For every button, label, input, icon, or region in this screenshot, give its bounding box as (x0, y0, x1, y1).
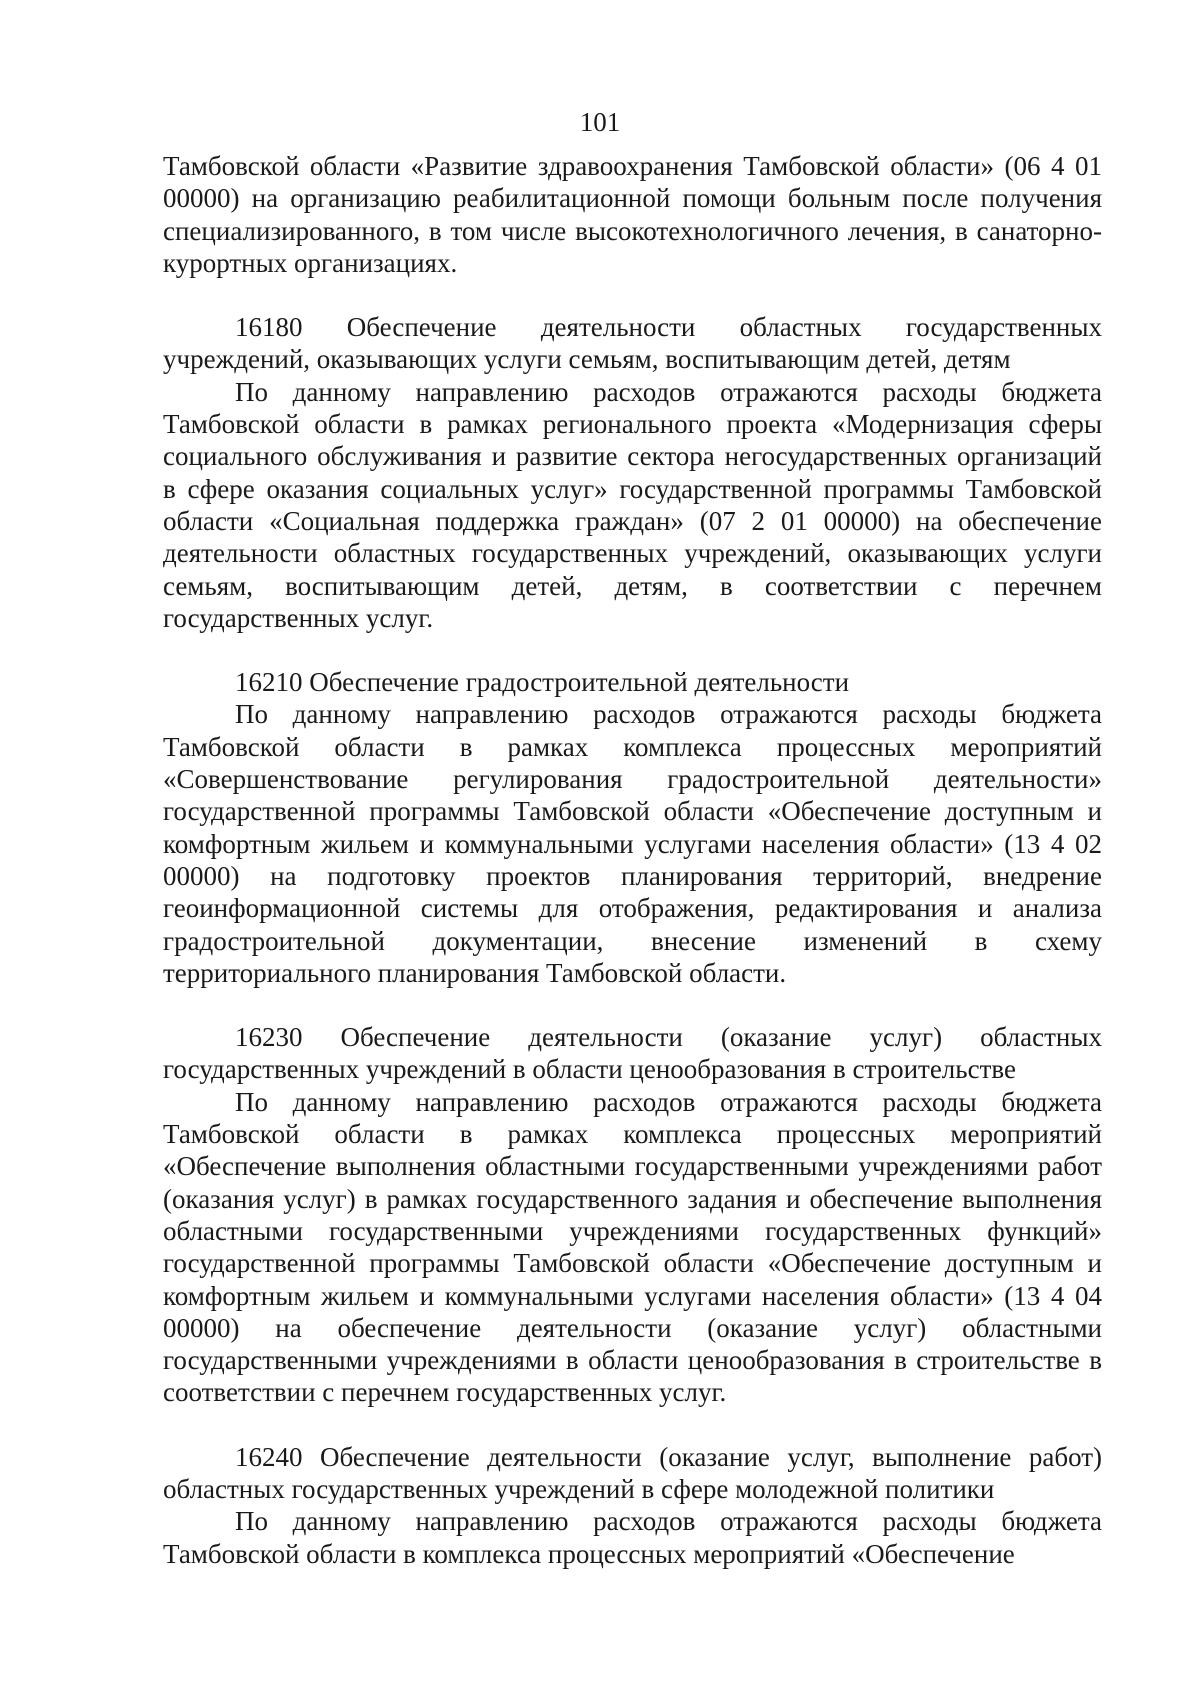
section-paragraph-16240: По данному направлению расходов отражаются расходы бюджета Тамбовской области в комплекса процессных мероприятий «Обеспечение (163, 1506, 1102, 1569)
page-number: 101 (579, 107, 621, 137)
section-paragraph-16210: По данному направлению расходов отражаются расходы бюджета Тамбовской области в рамках комплекса процессных мероприятий «Совершенствование регулирования градостроительной деятельности» государственной программы Тамбовской области «Обеспечение доступным и комфортным жильем и коммунальными услугами населения области» (13 4 02 00000) на подготовку проектов планирования территорий, внедрение геоинформационной системы для отображения, редактирования и анализа градостроительной документации, внесение изменений в схему территориального планирования Тамбовской области. (163, 699, 1102, 988)
document-body (163, 150, 1102, 1570)
section-spacer (163, 279, 1102, 311)
section-paragraph-16180: По данному направлению расходов отражаются расходы бюджета Тамбовской области в рамках регионального проекта «Модернизация сферы социального обслуживания и развитие сектора негосударственных организаций в сфере оказания социальных услуг» государственной программы Тамбовской области «Социальная поддержка граждан» (07 2 01 00000) на обеспечение деятельности областных государственных учреждений, оказывающих услуги семьям, воспитывающим детей, детям, в соответствии с перечнем государственных услуг. (163, 376, 1102, 633)
section-paragraph-16230: По данному направлению расходов отражаются расходы бюджета Тамбовской области в рамках комплекса процессных мероприятий «Обеспечение выполнения областными государственными учреждениями работ (оказания услуг) в рамках государственного задания и обеспечение выполнения областными государственными учреждениями государственных функций» государственной программы Тамбовской области «Обеспечение доступным и комфортным жильем и коммунальными услугами населения области» (13 4 04 00000) на обеспечение деятельности (оказание услуг) областными государственными учреждениями в области ценообразования в строительстве в соответствии с перечнем государственных услуг. (163, 1086, 1102, 1408)
paragraph-continuation: Тамбовской области «Развитие здравоохранения Тамбовской области» (06 4 01 00000) на организацию реабилитационной помощи больным после получения специализированного, в том числе высокотехнологичного лечения, в санаторно-курортных организациях. (163, 151, 1102, 278)
section-heading-16180: 16180 Обеспечение деятельности областных государственных учреждений, оказывающих услуги семьям, воспитывающим детей, детям (163, 312, 1102, 375)
section-heading-16240: 16240 Обеспечение деятельности (оказание услуг, выполнение работ) областных государственных учреждений в сфере молодежной политики (163, 1441, 1102, 1504)
section-heading-16230: 16230 Обеспечение деятельности (оказание услуг) областных государственных учреждений в области ценообразования в строительстве (163, 1022, 1102, 1085)
section-spacer (163, 1409, 1102, 1441)
section-spacer (163, 989, 1102, 1021)
section-heading-16210: 16210 Обеспечение градостроительной деятельности (235, 667, 850, 698)
section-spacer (163, 634, 1102, 666)
